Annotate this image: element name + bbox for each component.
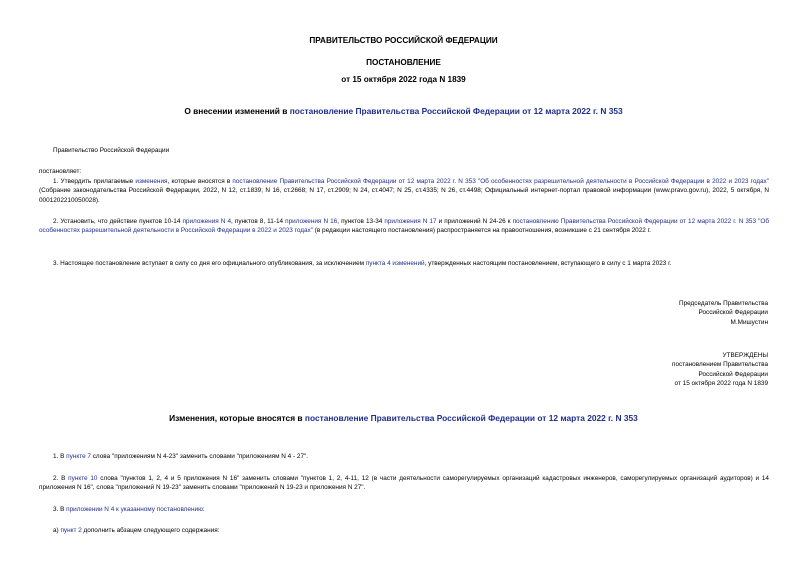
p3-text-b: , утвержденных настоящим постановлением, вступающего в силу с 1 марта 2023 г. xyxy=(424,260,672,267)
c3a-text-a: а) xyxy=(53,527,61,534)
government-heading: ПРАВИТЕЛЬСТВО РОССИЙСКОЙ ФЕДЕРАЦИИ xyxy=(309,36,498,45)
c3-text-a: 3. В xyxy=(53,506,67,513)
c2-text-b: слова "пунктов 1, 2, 4 и 5 приложения N 16" заменить словами "пунктов 1, 2, 4-11, 12 (в части деятельности саморегулируемых организаций кадастровых инженеров, саморегулируемых организаций аудиторов) и 14 приложения N 16", слова "приложений N 19-23" заменить словами "приложений N 19-23 и приложения N 27". xyxy=(39,475,769,492)
change-3a xyxy=(39,526,769,535)
p1-text-b: , которые вносятся в xyxy=(167,178,233,185)
preamble-decrees: постановляет: xyxy=(39,168,82,175)
approved-date: от 15 октября 2022 года N 1839 xyxy=(674,380,768,388)
p1-link-decree[interactable]: постановление Правительства Российской Федерации от 12 марта 2022 г. N 353 "Об особенностях разрешительной деятельности в Российской Федерации в 2022 и 2023 годах" xyxy=(232,178,769,185)
changes-title-prefix: Изменения, которые вносятся в xyxy=(169,413,305,423)
document-title xyxy=(0,106,807,116)
title-link[interactable]: постановление Правительства Российской Федерации от 12 марта 2022 г. N 353 xyxy=(289,106,623,116)
p1-link-changes[interactable]: изменения xyxy=(135,178,168,185)
p1-text-a: 1. Утвердить прилагаемые xyxy=(53,178,136,185)
p3-text-a: 3. Настоящее постановление вступает в силу со дня его официального опубликования, за исключением xyxy=(53,260,366,267)
c2-text-a: 2. В xyxy=(53,475,69,482)
change-2 xyxy=(39,474,769,493)
c3a-link-point2[interactable]: пункт 2 xyxy=(60,527,82,534)
c3-link-appendix4[interactable]: приложении N 4 к указанному постановлению xyxy=(66,506,203,513)
p2-text-e: (в редакции настоящего постановления) распространяется на правоотношения, возникшие с 21 сентября 2022 г. xyxy=(312,227,651,235)
p2-link-app4[interactable]: приложения N 4 xyxy=(182,218,232,225)
signature-position: Председатель Правительства xyxy=(679,300,768,307)
change-3 xyxy=(39,505,769,514)
approved-country: Российской Федерации xyxy=(698,370,768,378)
paragraph-1 xyxy=(39,177,769,205)
signature-country: Российской Федерации xyxy=(698,309,768,317)
p2-text-c: , пунктов 13-34 xyxy=(337,218,385,225)
signature-name: М.Мишустин xyxy=(730,318,768,326)
p2-text-b: , пунктов 8, 11-14 xyxy=(231,218,286,225)
p1-text-c: (Собрание законодательства Российской Федерации, 2022, N 12, ст.1839; N 16, ст.2668; N 17, ст.2909; N 24, ст.4047; N 25, ст.4335; N 26, ст.4498; Официальный интернет-портал правовой информации (www.pravo.gov.ru), 2022, 5 октября, N 0001202210050028). xyxy=(39,187,769,204)
changes-title xyxy=(0,413,807,423)
paragraph-3 xyxy=(39,259,769,268)
p2-link-decree[interactable]: постановлению Правительства Российской Федерации от 12 марта 2022 г. N 353 "Об особенностях разрешительной деятельности в Российской Федерации в 2022 и 2023 годах" xyxy=(39,218,769,235)
p2-text-a: 2. Установить, что действие пунктов 10-14 xyxy=(53,218,183,225)
signature-block xyxy=(679,299,768,327)
approved-block xyxy=(672,351,768,389)
p3-link-item4[interactable]: пункта 4 изменений xyxy=(365,260,425,267)
document-type: ПОСТАНОВЛЕНИЕ xyxy=(366,58,441,67)
c1-text-a: 1. В xyxy=(53,453,67,460)
p2-text-d: и приложений N 24-26 к xyxy=(436,218,513,225)
changes-title-link[interactable]: постановление Правительства Российской Федерации от 12 марта 2022 г. N 353 xyxy=(304,413,638,423)
c1-link-point7[interactable]: пункте 7 xyxy=(66,453,91,460)
c2-link-point10[interactable]: пункте 10 xyxy=(68,475,98,482)
c1-text-b: слова "приложениям N 4-23" заменить словами "приложениям N 4 - 27". xyxy=(90,453,309,460)
approved-heading: УТВЕРЖДЕНЫ xyxy=(722,352,768,359)
preamble-government: Правительство Российской Федерации xyxy=(53,147,170,154)
change-1 xyxy=(39,452,769,461)
c3a-text-b: дополнить абзацем следующего содержания: xyxy=(81,527,220,534)
document-date: от 15 октября 2022 года N 1839 xyxy=(341,75,466,84)
p2-link-app17[interactable]: приложения N 17 xyxy=(384,218,437,225)
c3-text-b: : xyxy=(202,506,205,513)
paragraph-2 xyxy=(39,217,769,236)
title-prefix: О внесении изменений в xyxy=(184,106,290,116)
approved-by: постановлением Правительства xyxy=(672,361,768,369)
p2-link-app16[interactable]: приложения N 16 xyxy=(285,218,338,225)
